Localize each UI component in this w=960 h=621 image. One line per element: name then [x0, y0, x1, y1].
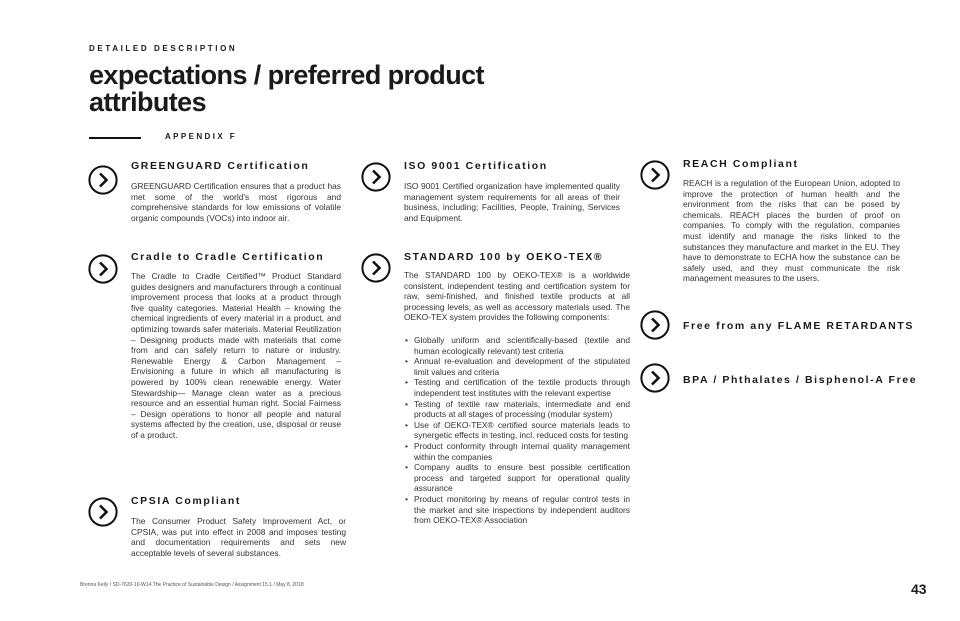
iso-body: ISO 9001 Certified organization have implemented quality management system requirements for all areas of their business, including; Facilities, People, Training, Services and Equipment. [404, 181, 620, 223]
reach-body: REACH is a regulation of the European Union, adopted to improve the protection of human health and the environment from the risks that can be posed by chemicals. REACH places the burden of proof on companies. To comply with the regulation, companies must identify and manage the risks linked to the substances they manufacture and market in the EU. They have to demonstrate to ECHA how the substance can be safely used, and they must communicate the risk management measures to the users. [683, 178, 900, 284]
list-item: • Globally uniform and scientifically-based (textile and human ecologically relevant) test criteria [404, 335, 630, 356]
list-item: • Annual re-evaluation and development of the stipulated limit values and criteria [404, 356, 630, 377]
cradle-body: The Cradle to Cradle Certified™ Product Standard guides designers and manufacturers through a continual improvement process that looks at a product through five quality categories. Material Health – knowing the chemical ingredients of every material in a product, and optimizing towards safer materials. Material Reutilization – Designing products made with materials that come from and can safely return to nature or industry. Renewable Energy & Carbon Management – Envisioning a future in which all manufacturing is powered by 100% clean renewable energy. Water Stewardship— Manage clean water as a precious resource and an essential human right. Social Fairness – Design operations to honor all people and natural systems affected by the creation, use, disposal or reuse of a product. [131, 271, 341, 440]
list-item: • Testing and certification of the textile products through independent test institutes with the relevant expertise [404, 377, 630, 398]
cradle-heading: Cradle to Cradle Certification [131, 251, 325, 263]
list-item: • Company audits to ensure best possible certification process and targeted support for operational quality assurance [404, 462, 630, 494]
reach-heading: REACH Compliant [683, 158, 799, 170]
list-item: • Testing of textile raw materials, intermediate and end products at all stages of processing (modular system) [404, 399, 630, 420]
chevron-right-circle-icon [88, 254, 118, 284]
oeko-components-list [404, 335, 630, 526]
chevron-right-circle-icon [361, 253, 391, 283]
chevron-right-circle-icon [640, 160, 670, 190]
list-item: • Use of OEKO-TEX® certified source materials leads to synergetic effects in testing, incl. reduced costs for testing [404, 420, 630, 441]
page-number: 43 [911, 581, 927, 597]
greenguard-body: GREENGUARD Certification ensures that a product has met some of the world's most rigorous and comprehensive standards for low emissions of volatile organic compounds (VOCs) into indoor air. [131, 181, 341, 223]
footer-credit: Brenna Kelly / SD-7620-10-W14 The Practice of Sustainable Design / Assignment 15.1 / May 8, 2018 [80, 582, 304, 588]
page-title: expectations / preferred product attributes [89, 60, 484, 117]
list-item: • Product conformity through internal quality management within the companies [404, 441, 630, 462]
oeko-heading: STANDARD 100 by OEKO-TEX® [404, 251, 604, 263]
cpsia-heading: CPSIA Compliant [131, 495, 241, 507]
chevron-right-circle-icon [88, 497, 118, 527]
greenguard-heading: GREENGUARD Certification [131, 160, 310, 172]
flame-retardants-heading: Free from any FLAME RETARDANTS [683, 320, 914, 332]
list-item: • Product monitoring by means of regular control tests in the market and site inspections by independent auditors from OEKO-TEX® Association [404, 494, 630, 526]
section-eyebrow: DETAILED DESCRIPTION [89, 44, 238, 53]
chevron-right-circle-icon [640, 363, 670, 393]
bpa-heading: BPA / Phthalates / Bisphenol-A Free [683, 374, 918, 386]
oeko-body: The STANDARD 100 by OEKO-TEX® is a worldwide consistent, independent testing and certification system for raw, semi-finished, and finished textile products at all processing levels, as well as accessory materials used. The OEKO-TEX system provides the following components: [404, 270, 630, 323]
chevron-right-circle-icon [88, 165, 118, 195]
divider-rule [89, 137, 141, 139]
chevron-right-circle-icon [640, 310, 670, 340]
chevron-right-circle-icon [361, 162, 391, 192]
cpsia-body: The Consumer Product Safety Improvement Act, or CPSIA, was put into effect in 2008 and imposes testing and documentation requirements and sets new acceptable levels of several substances. [131, 516, 346, 558]
iso-heading: ISO 9001 Certification [404, 160, 548, 172]
appendix-label: APPENDIX F [165, 132, 238, 141]
